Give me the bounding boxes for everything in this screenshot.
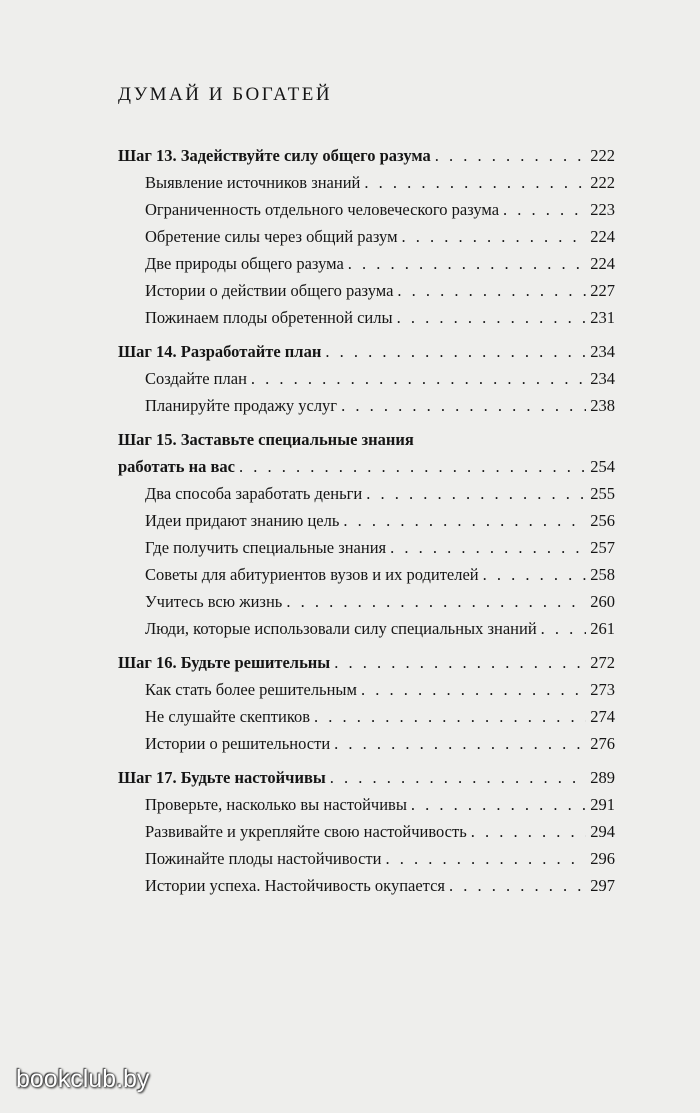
dot-leader [343,507,586,534]
toc-item[interactable] [118,703,615,730]
dot-leader [449,872,586,899]
item-title: Как стать более решительным [145,680,357,699]
toc-item[interactable] [118,169,615,196]
toc-item[interactable] [118,791,615,818]
dot-leader [334,649,586,676]
item-title: Учитесь всю жизнь [145,592,283,611]
page-number: 234 [590,369,615,388]
item-title: Советы для абитуриентов вузов и их родителей [145,565,479,584]
page-number: 261 [590,619,615,638]
dot-leader [341,392,586,419]
page-number: 296 [590,849,615,868]
item-title: Истории о действии общего разума [145,281,394,300]
page-number: 294 [590,822,615,841]
page-number: 297 [590,876,615,895]
item-title: Проверьте, насколько вы настойчивы [145,795,407,814]
dot-leader [397,304,587,331]
toc-chapter-entry[interactable] [118,453,615,480]
table-of-contents [118,142,615,906]
page-number: 291 [590,795,615,814]
toc-item[interactable] [118,304,615,331]
dot-leader [541,615,587,642]
toc-item[interactable] [118,365,615,392]
item-title: Где получить специальные знания [145,538,387,557]
toc-item[interactable] [118,196,615,223]
dot-leader [483,561,587,588]
toc-item[interactable] [118,561,615,588]
page-number: 255 [590,484,615,503]
item-title: Идеи придают знанию цель [145,511,340,530]
toc-item[interactable] [118,872,615,899]
chapter-title: работать на вас [118,457,235,476]
item-title: Планируйте продажу услуг [145,396,338,415]
dot-leader [411,791,586,818]
page-number: 224 [590,254,615,273]
dot-leader [390,534,586,561]
item-title: Выявление источников знаний [145,173,361,192]
dot-leader [503,196,586,223]
dot-leader [330,764,586,791]
page-number: 257 [590,538,615,557]
item-title: Две природы общего разума [145,254,344,273]
toc-item[interactable] [118,480,615,507]
page-number: 223 [590,200,615,219]
toc-item[interactable] [118,818,615,845]
toc-item[interactable] [118,223,615,250]
toc-chapter-entry[interactable] [118,142,615,169]
page-number: 289 [590,768,615,787]
dot-leader [251,365,586,392]
toc-item[interactable] [118,730,615,757]
page-number: 276 [590,734,615,753]
chapter-13 [118,142,615,331]
toc-item[interactable] [118,534,615,561]
dot-leader [314,703,586,730]
dot-leader [471,818,587,845]
running-head: ДУМАЙ И БОГАТЕЙ [118,84,333,105]
item-title: Создайте план [145,369,247,388]
chapter-17 [118,764,615,899]
toc-item[interactable] [118,392,615,419]
page-number: 260 [590,592,615,611]
page-number: 222 [590,146,615,165]
toc-chapter-entry[interactable] [118,764,615,791]
dot-leader [325,338,586,365]
item-title: Обретение силы через общий разум [145,227,398,246]
item-title: Истории успеха. Настойчивость окупается [145,876,446,895]
dot-leader [397,277,586,304]
dot-leader [435,142,586,169]
page-number: 273 [590,680,615,699]
item-title: Люди, которые использовали силу специальных знаний [145,619,537,638]
page-number: 234 [590,342,615,361]
item-title: Ограниченность отдельного человеческого разума [145,200,500,219]
chapter-title: Шаг 13. Задействуйте силу общего разума [118,146,431,165]
dot-leader [286,588,586,615]
page-number: 222 [590,173,615,192]
toc-item[interactable] [118,615,615,642]
toc-item[interactable] [118,676,615,703]
chapter-16 [118,649,615,757]
chapter-title: Шаг 14. Разработайте план [118,342,322,361]
page-number: 274 [590,707,615,726]
item-title: Два способа заработать деньги [145,484,363,503]
dot-leader [366,480,586,507]
chapter-15 [118,426,615,642]
dot-leader [348,250,586,277]
page-number: 254 [590,457,615,476]
chapter-title-line[interactable]: Шаг 15. Заставьте специальные знания [118,430,414,449]
item-title: Не слушайте скептиков [145,707,311,726]
toc-item[interactable] [118,250,615,277]
chapter-title: Шаг 17. Будьте настойчивы [118,768,326,787]
chapter-title: Шаг 16. Будьте решительны [118,653,331,672]
dot-leader [402,223,587,250]
dot-leader [334,730,586,757]
toc-chapter-entry[interactable] [118,649,615,676]
item-title: Пожинайте плоды настойчивости [145,849,382,868]
dot-leader [364,169,586,196]
page-number: 227 [590,281,615,300]
toc-item[interactable] [118,845,615,872]
toc-item[interactable] [118,277,615,304]
item-title: Пожинаем плоды обретенной силы [145,308,393,327]
page-number: 238 [590,396,615,415]
toc-item[interactable] [118,588,615,615]
watermark: bookclub.by [16,1065,150,1093]
item-title: Истории о решительности [145,734,331,753]
page-number: 272 [590,653,615,672]
chapter-14 [118,338,615,419]
dot-leader [385,845,586,872]
toc-item[interactable] [118,507,615,534]
item-title: Развивайте и укрепляйте свою настойчивость [145,822,467,841]
dot-leader [361,676,586,703]
page-number: 224 [590,227,615,246]
dot-leader [239,453,586,480]
page-number: 231 [590,308,615,327]
page-number: 256 [590,511,615,530]
page-number: 258 [590,565,615,584]
toc-chapter-entry[interactable] [118,338,615,365]
